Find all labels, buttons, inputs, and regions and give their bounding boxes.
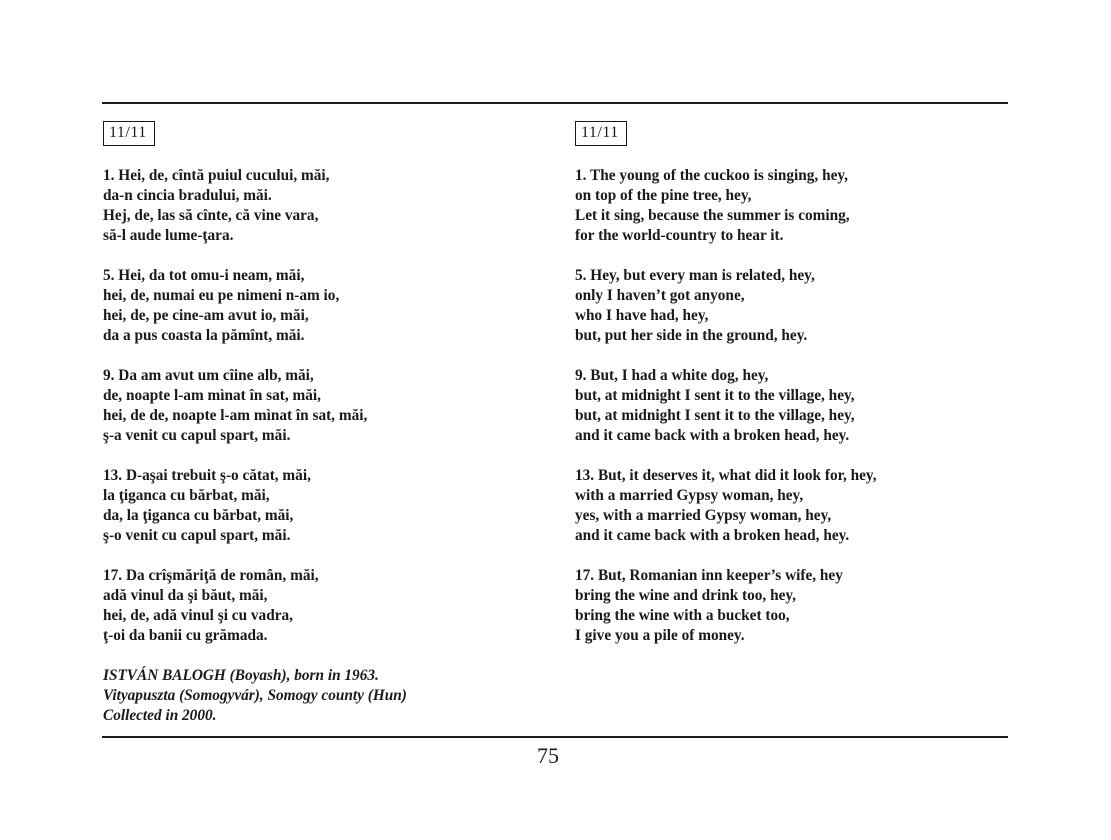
verse-line: and it came back with a broken head, hey. (575, 527, 850, 544)
verse-line: hei, de, adă vinul şi cu vadra, (103, 607, 293, 624)
stanza (575, 566, 1015, 646)
verse-line: yes, with a married Gypsy woman, hey, (575, 507, 832, 524)
stanza (103, 166, 543, 246)
verse-line: da a pus coasta la pămînt, măi. (103, 327, 305, 344)
verse-line: 5. Hei, da tot omu-i neam, măi, (103, 267, 305, 284)
verse-line: hei, de, numai eu pe nimeni n-am io, (103, 287, 340, 304)
source-line: Vityapuszta (Somogyvár), Somogy county (Hun) (103, 687, 407, 704)
verse-line: but, at midnight I sent it to the village, hey, (575, 387, 855, 404)
verse-line: but, put her side in the ground, hey. (575, 327, 808, 344)
verse-line: who I have had, hey, (575, 307, 709, 324)
verse-line: hei, de, pe cine-am avut io, măi, (103, 307, 309, 324)
verse-line: bring the wine with a bucket too, (575, 607, 790, 624)
top-rule (102, 102, 1008, 104)
verse-line: 1. Hei, de, cîntă puiul cucului, măi, (103, 167, 330, 184)
verse-line: 17. But, Romanian inn keeper’s wife, hey (575, 567, 843, 584)
song-number-box: 11/11 (575, 121, 627, 146)
verse-line: I give you a pile of money. (575, 627, 745, 644)
verse-line: să-l aude lume-ţara. (103, 227, 234, 244)
verse-line: la ţiganca cu bărbat, măi, (103, 487, 270, 504)
verse-line: 17. Da crîşmăriţă de român, măi, (103, 567, 319, 584)
stanza (575, 266, 1015, 346)
verse-line: 1. The young of the cuckoo is singing, hey, (575, 167, 848, 184)
verse-line: on top of the pine tree, hey, (575, 187, 752, 204)
verse-line: and it came back with a broken head, hey. (575, 427, 850, 444)
verse-line: hei, de de, noapte l-am mìnat în sat, măi, (103, 407, 368, 424)
verse-line: ţ-oi da banii cu grămada. (103, 627, 268, 644)
romanian-stanzas (103, 166, 543, 646)
verse-line: only I haven’t got anyone, (575, 287, 745, 304)
verse-line: 5. Hey, but every man is related, hey, (575, 267, 815, 284)
stanza (103, 366, 543, 446)
verse-line: de, noapte l-am mìnat în sat, măi, (103, 387, 321, 404)
verse-line: with a married Gypsy woman, hey, (575, 487, 804, 504)
verse-line: 13. D-aşai trebuit ş-o cătat, măi, (103, 467, 311, 484)
english-stanzas (575, 166, 1015, 646)
page-number: 75 (537, 743, 559, 768)
verse-line: Let it sing, because the summer is coming, (575, 207, 850, 224)
stanza (103, 266, 543, 346)
source-line: ISTVÁN BALOGH (Boyash), born in 1963. (103, 667, 379, 684)
stanza (103, 466, 543, 546)
song-number-box: 11/11 (103, 121, 155, 146)
verse-line: Hej, de, las să cînte, că vine vara, (103, 207, 319, 224)
verse-line: ş-a venit cu capul spart, măi. (103, 427, 291, 444)
verse-line: da-n cincia bradului, măi. (103, 187, 272, 204)
verse-line: for the world-country to hear it. (575, 227, 784, 244)
verse-line: but, at midnight I sent it to the village, hey, (575, 407, 855, 424)
english-translation-column (575, 121, 1015, 666)
romanian-text-column (103, 121, 543, 726)
stanza (575, 366, 1015, 446)
verse-line: ş-o venit cu capul spart, măi. (103, 527, 291, 544)
verse-line: 9. But, I had a white dog, hey, (575, 367, 769, 384)
bottom-rule (102, 736, 1008, 738)
source-line: Collected in 2000. (103, 707, 217, 724)
stanza (575, 166, 1015, 246)
stanza (575, 466, 1015, 546)
verse-line: 13. But, it deserves it, what did it look for, hey, (575, 467, 877, 484)
source-attribution (103, 666, 543, 726)
stanza (103, 566, 543, 646)
verse-line: bring the wine and drink too, hey, (575, 587, 796, 604)
verse-line: 9. Da am avut um cîine alb, măi, (103, 367, 314, 384)
verse-line: adă vinul da şi băut, măi, (103, 587, 268, 604)
verse-line: da, la ţiganca cu bărbat, măi, (103, 507, 294, 524)
